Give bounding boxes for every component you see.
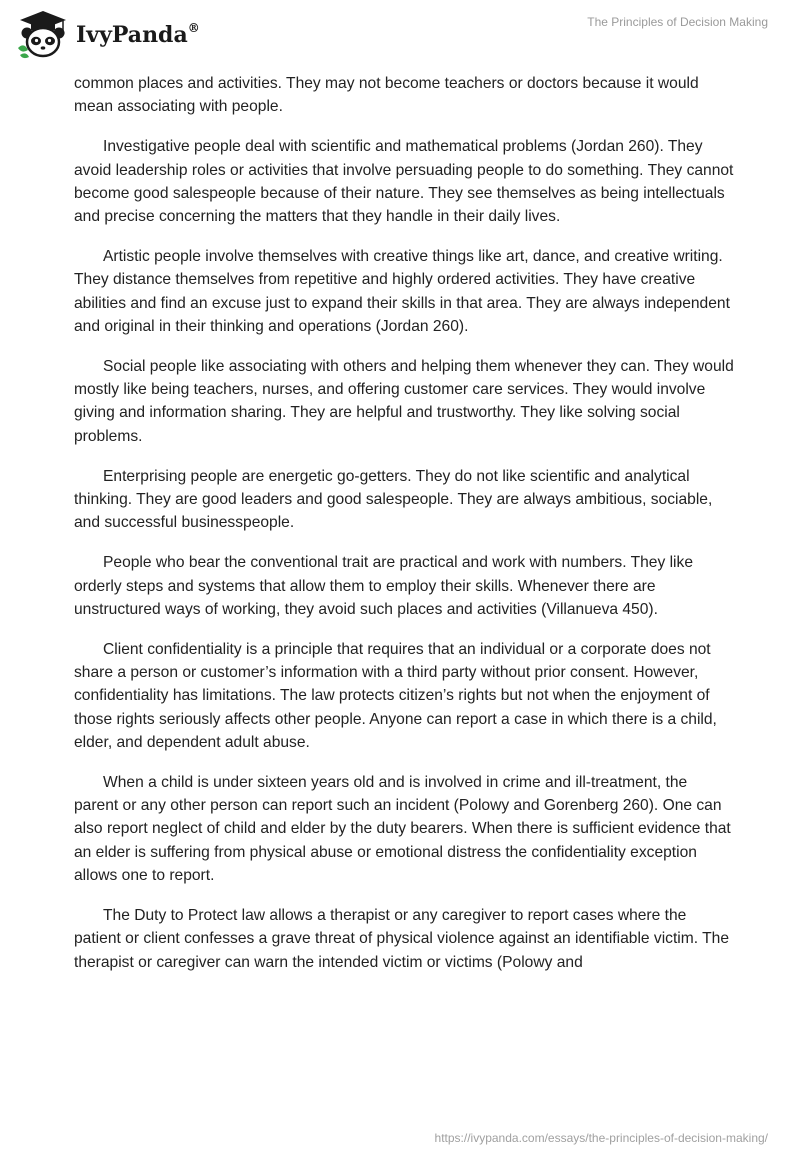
- paragraph: common places and activities. They may not become teachers or doctors because it would mean associating with people.: [74, 75, 699, 116]
- paragraph: Client confidentiality is a principle that requires that an individual or a corporate does not share a person or customer’s information with a third party without prior consent. However, confidentiality has limitations. The law protects citizen’s rights but not when the enjoyment of those rights seriously affects other people. Anyone can report a case in which there is a child, elder, and dependent adult abuse.: [74, 641, 717, 751]
- paragraph: Artistic people involve themselves with creative things like art, dance, and creative writing. They distance themselves from repetitive and highly ordered activities. They have creative abilities and find an excuse just to expand their skills in that area. They are always independent and original in their thinking and operations (Jordan 260).: [74, 248, 730, 335]
- paragraph: Investigative people deal with scientific and mathematical problems (Jordan 260). They avoid leadership roles or activities that involve persuading people to do something. They cannot become good salespeople because of their nature. They see themselves as being intellectuals and precise concerning the matters that they handle in their daily lives.: [74, 138, 734, 226]
- essay-body: [74, 72, 734, 991]
- paragraph: Enterprising people are energetic go-getters. They do not like scientific and analytical thinking. They are good leaders and good salespeople. They are always ambitious, sociable, and successful businesspeople.: [74, 467, 713, 532]
- source-url[interactable]: https://ivypanda.com/essays/the-principles-of-decision-making/: [434, 1131, 768, 1145]
- paragraph: When a child is under sixteen years old and is involved in crime and ill-treatment, the parent or any other person can report such an incident (Polowy and Gorenberg 260). One can also report neglect of child and elder by the duty bearers. When there is sufficient evidence that an elder is suffering from physical abuse or emotional distress the confidentiality exception allows one to report.: [74, 774, 731, 884]
- page-header: [0, 0, 800, 72]
- paragraph: The Duty to Protect law allows a therapist or any caregiver to report cases where the patient or client confesses a grave threat of physical violence against an identifiable victim. The therapist or caregiver can warn the intended victim or victims (Polowy and: [74, 907, 730, 971]
- brand-logo[interactable]: [14, 8, 200, 60]
- paragraph: Social people like associating with others and helping them whenever they can. They would mostly like being teachers, nurses, and offering customer care services. They would involve giving and information sharing. They are helpful and trustworthy. They like solving social problems.: [74, 358, 734, 445]
- panda-logo-icon: [14, 8, 72, 60]
- brand-name: IvyPanda®: [76, 20, 200, 48]
- document-title: The Principles of Decision Making: [587, 15, 768, 29]
- paragraph: People who bear the conventional trait are practical and work with numbers. They like orderly steps and systems that allow them to employ their skills. Whenever there are unstructured ways of working, they avoid such places and activities (Villanueva 450).: [74, 554, 693, 618]
